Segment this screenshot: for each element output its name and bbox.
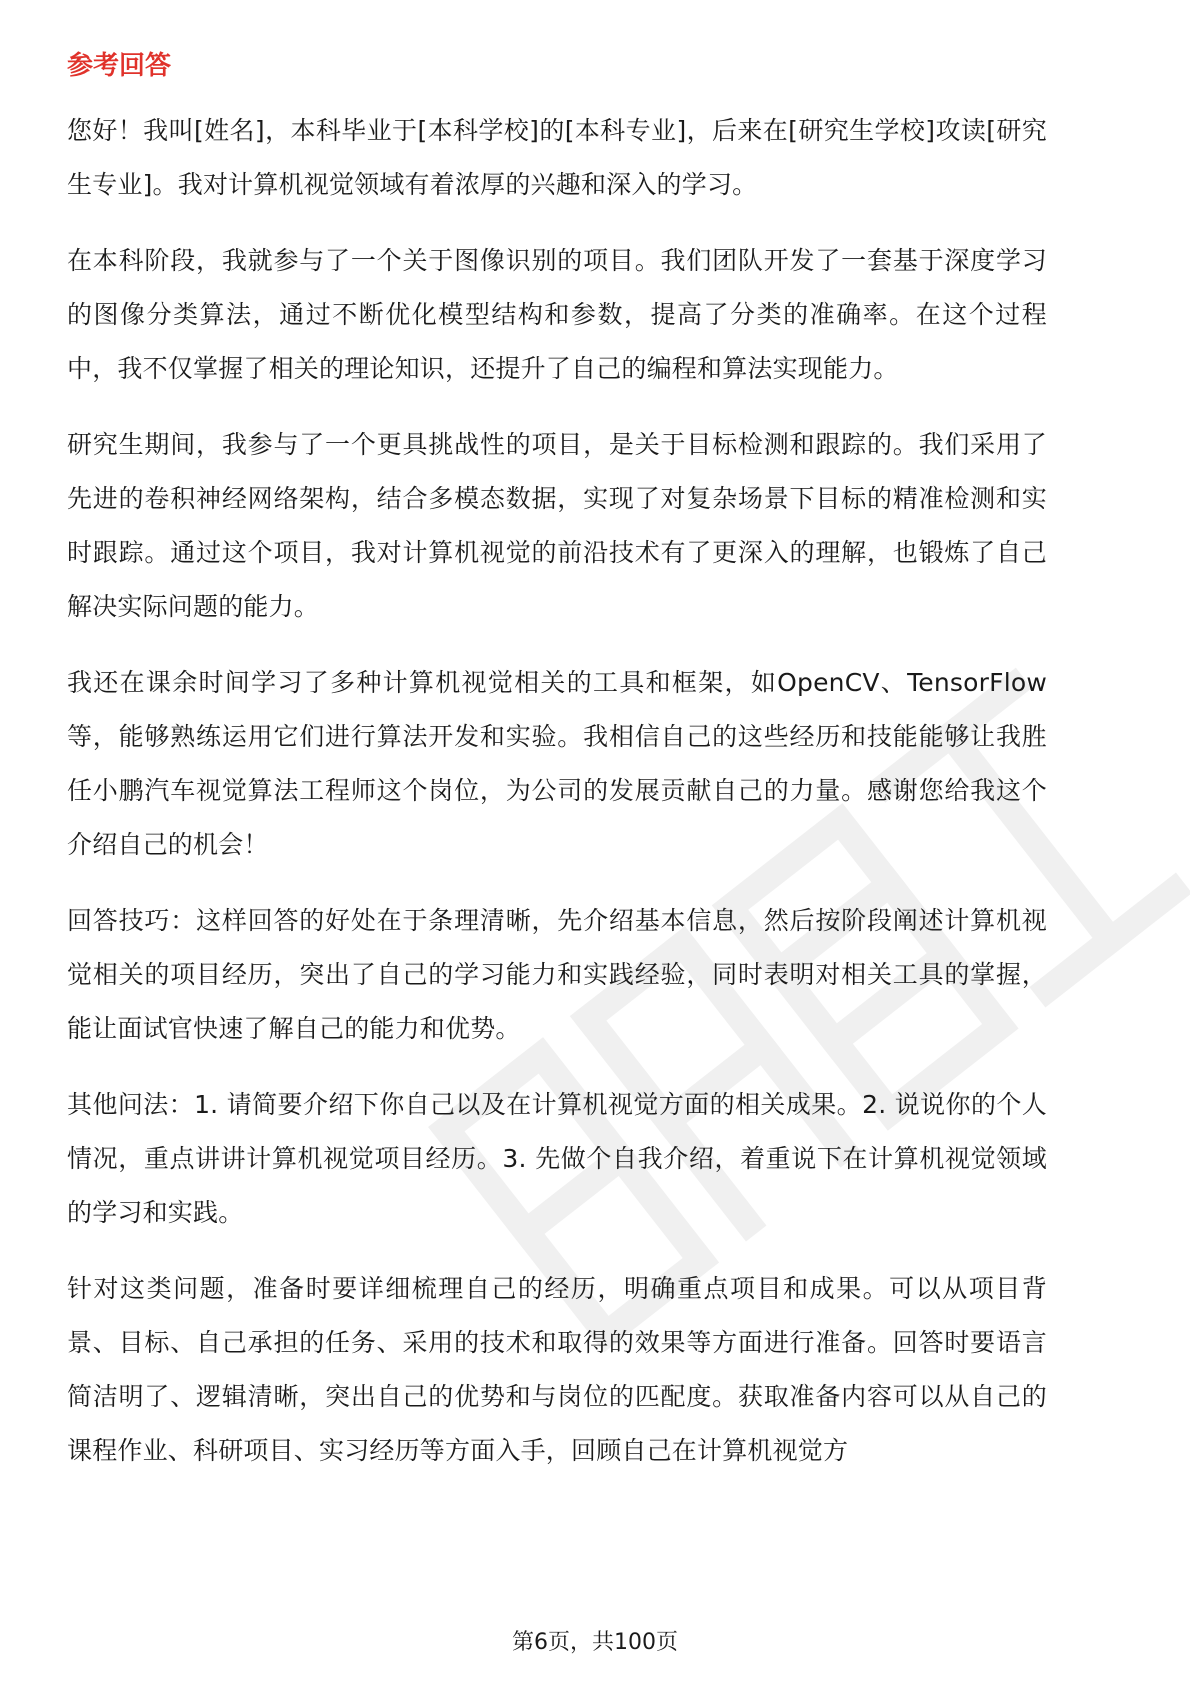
paragraph-tips: 回答技巧：这样回答的好处在于条理清晰，先介绍基本信息，然后按阶段阐述计算机视觉相关的项目经历，突出了自己的学习能力和实践经验，同时表明对相关工具的掌握，能让面试官快速了解自己的能力和优势。 bbox=[67, 906, 1047, 1043]
document-body bbox=[67, 44, 1047, 1500]
paragraph-undergrad: 在本科阶段，我就参与了一个关于图像识别的项目。我们团队开发了一套基于深度学习的图像分类算法，通过不断优化模型结构和参数，提高了分类的准确率。在这个过程中，我不仅掌握了相关的理论知识，还提升了自己的编程和算法实现能力。 bbox=[67, 246, 1047, 383]
page-number: 第6页，共100页 bbox=[512, 1630, 678, 1655]
paragraph-preparation: 针对这类问题，准备时要详细梳理自己的经历，明确重点项目和成果。可以从项目背景、目标、自己承担的任务、采用的技术和取得的效果等方面进行准备。回答时要语言简洁明了、逻辑清晰，突出自己的优势和与岗位的匹配度。获取准备内容可以从自己的课程作业、科研项目、实习经历等方面入手，回顾自己在计算机视觉方 bbox=[67, 1274, 1047, 1465]
paragraph-alt-questions: 其他问法：1. 请简要介绍下你自己以及在计算机视觉方面的相关成果。2. 说说你的个人情况，重点讲讲计算机视觉项目经历。3. 先做个自我介绍，着重说下在计算机视觉领域的学习和实践。 bbox=[67, 1090, 1047, 1227]
section-title: 参考回答 bbox=[67, 51, 172, 81]
paragraph-graduate: 研究生期间，我参与了一个更具挑战性的项目，是关于目标检测和跟踪的。我们采用了先进的卷积神经网络架构，结合多模态数据，实现了对复杂场景下目标的精准检测和实时跟踪。通过这个项目，我对计算机视觉的前沿技术有了更深入的理解，也锻炼了自己解决实际问题的能力。 bbox=[67, 430, 1047, 621]
paragraph-tools: 我还在课余时间学习了多种计算机视觉相关的工具和框架，如OpenCV、TensorFlow等，能够熟练运用它们进行算法开发和实验。我相信自己的这些经历和技能能够让我胜任小鹏汽车视觉算法工程师这个岗位，为公司的发展贡献自己的力量。感谢您给我这个介绍自己的机会！ bbox=[67, 668, 1047, 859]
paragraph-intro: 您好！我叫[姓名]，本科毕业于[本科学校]的[本科专业]，后来在[研究生学校]攻读[研究生专业]。我对计算机视觉领域有着浓厚的兴趣和深入的学习。 bbox=[67, 116, 1047, 199]
